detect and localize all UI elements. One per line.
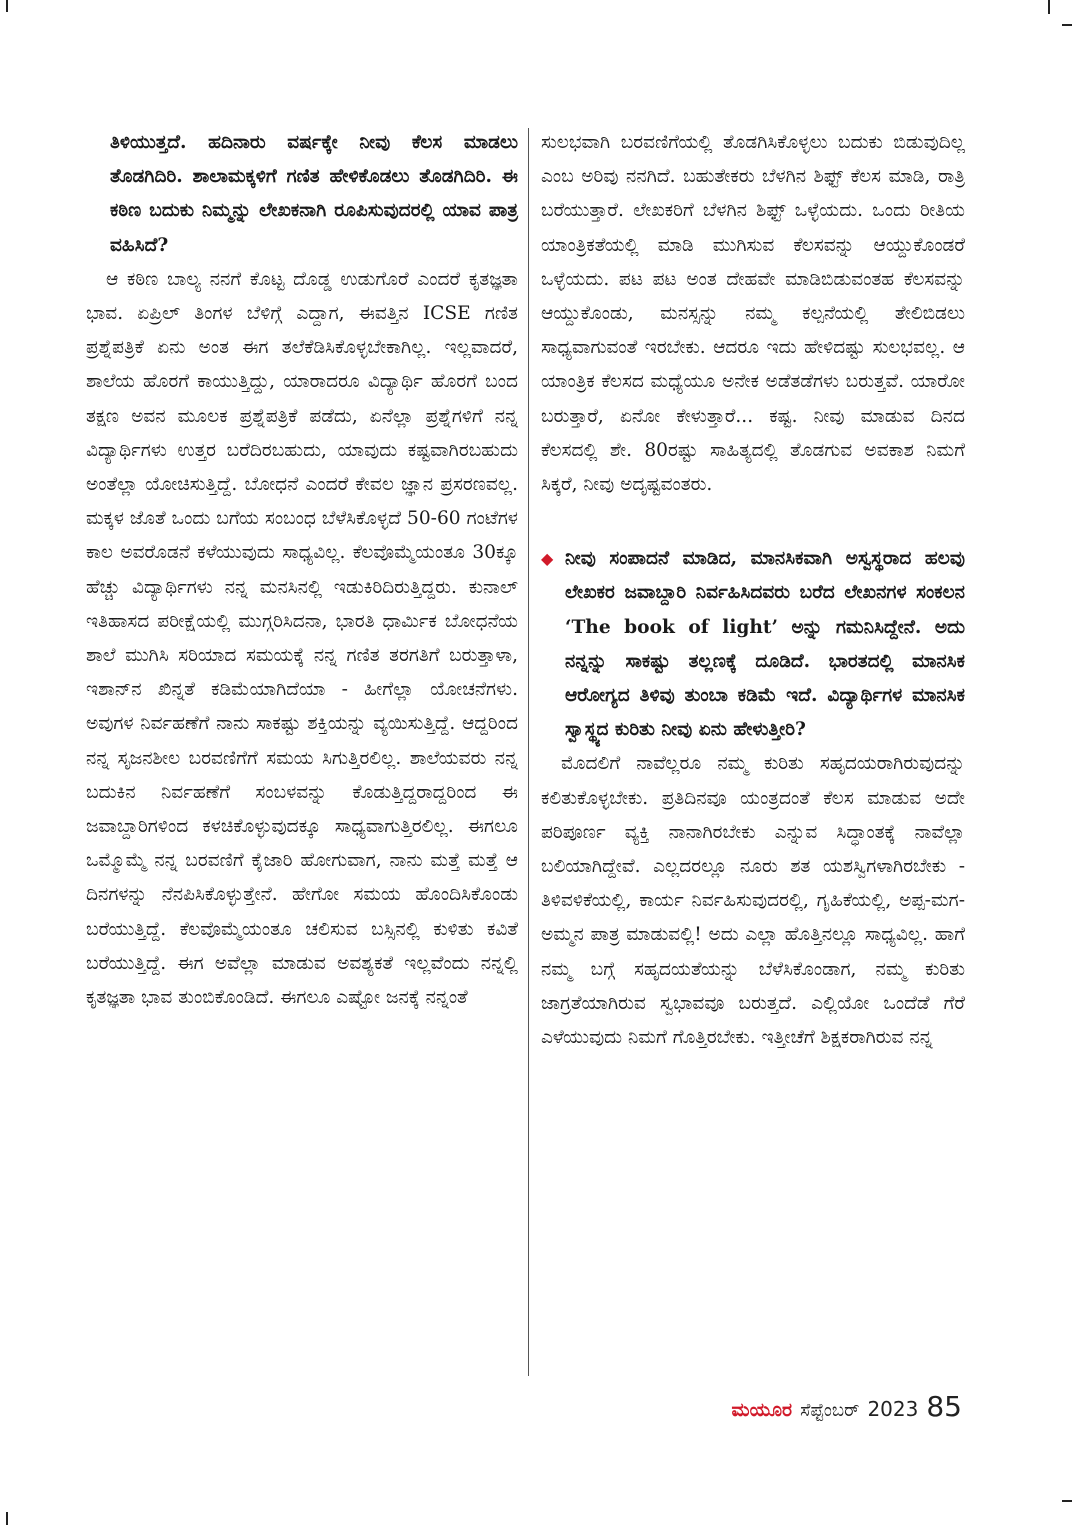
issue-year: 2023 bbox=[867, 1397, 919, 1421]
issue-month: ಸೆಪ್ಟೆಂಬರ್ bbox=[800, 1400, 860, 1421]
question-text-part2: ಅನ್ನು ಗಮನಿಸಿದ್ದೇನೆ. ಅದು ನನ್ನನ್ನು ಸಾಕಷ್ಟು ತಲ್ಲಣಕ್ಕೆ ದೂಡಿದೆ. ಭಾರತದಲ್ಲಿ ಮಾನಸಿಕ ಆರೋಗ್ಯದ ತಿಳಿವು ತುಂಬಾ ಕಡಿಮೆ ಇದೆ. ವಿದ್ಯಾರ್ಥಿಗಳ ಮಾನಸಿಕ ಸ್ವಾಸ್ಥ್ಯದ ಕುರಿತು ನೀವು ಏನು ಹೇಳುತ್ತೀರಿ? bbox=[565, 616, 965, 741]
diamond-bullet-icon: ◆ bbox=[541, 549, 554, 569]
crop-mark-bottom-left bbox=[6, 1512, 8, 1525]
magazine-name: ಮಯೂರ bbox=[731, 1399, 793, 1421]
interview-answer: ಆ ಕಠಿಣ ಬಾಲ್ಯ ನನಗೆ ಕೊಟ್ಟ ದೊಡ್ಡ ಉಡುಗೊರೆ ಎಂದರೆ ಕೃತಜ್ಞತಾ ಭಾವ. ಏಪ್ರಿಲ್ ತಿಂಗಳ ಬೆಳಿಗ್ಗೆ ಎದ್ದಾಗ, ಈವತ್ತಿನ ICSE ಗಣಿತ ಪ್ರಶ್ನೆಪತ್ರಿಕೆ ಏನು ಅಂತ ಈಗ ತಲೆಕೆಡಿಸಿಕೊಳ್ಳಬೇಕಾಗಿಲ್ಲ. ಇಲ್ಲವಾದರೆ, ಶಾಲೆಯ ಹೊರಗೆ ಕಾಯುತ್ತಿದ್ದು, ಯಾರಾದರೂ ವಿದ್ಯಾರ್ಥಿ ಹೊರಗೆ ಬಂದ ತಕ್ಷಣ ಅವನ ಮೂಲಕ ಪ್ರಶ್ನೆಪತ್ರಿಕೆ ಪಡೆದು, ಏನೆಲ್ಲಾ ಪ್ರಶ್ನೆಗಳಿಗೆ ನನ್ನ ವಿದ್ಯಾರ್ಥಿಗಳು ಉತ್ತರ ಬರೆದಿರಬಹುದು, ಯಾವುದು ಕಷ್ಟವಾಗಿರಬಹುದು ಅಂತೆಲ್ಲಾ ಯೋಚಿಸುತ್ತಿದ್ದೆ. ಬೋಧನೆ ಎಂದರೆ ಕೇವಲ ಜ್ಞಾನ ಪ್ರಸರಣವಲ್ಲ. ಮಕ್ಕಳ ಜೊತೆ ಒಂದು ಬಗೆಯ ಸಂಬಂಧ ಬೆಳೆಸಿಕೊಳ್ಳದೆ 50-60 ಗಂಟೆಗಳ ಕಾಲ ಅವರೊಡನೆ ಕಳೆಯುವುದು ಸಾಧ್ಯವಿಲ್ಲ. ಕೆಲವೊಮ್ಮೆಯಂತೂ 30ಕ್ಕೂ ಹೆಚ್ಚು ವಿದ್ಯಾರ್ಥಿಗಳು ನನ್ನ ಮನಸಿನಲ್ಲಿ ಇಡುಕಿರಿದಿರುತ್ತಿದ್ದರು. ಕುನಾಲ್ ಇತಿಹಾಸದ ಪರೀಕ್ಷೆಯಲ್ಲಿ ಮುಗ್ಗರಿಸಿದನಾ, ಭಾರತಿ ಧಾರ್ಮಿಕ ಬೋಧನೆಯ ಶಾಲೆ ಮುಗಿಸಿ ಸರಿಯಾದ ಸಮಯಕ್ಕೆ ನನ್ನ ಗಣಿತ ತರಗತಿಗೆ ಬರುತ್ತಾಳಾ, ಇಶಾನ್‌ನ ಖಿನ್ನತೆ ಕಡಿಮೆಯಾಗಿದೆಯಾ - ಹೀಗೆಲ್ಲಾ ಯೋಚನೆಗಳು. ಅವುಗಳ ನಿರ್ವಹಣೆಗೆ ನಾನು ಸಾಕಷ್ಟು ಶಕ್ತಿಯನ್ನು ವ್ಯಯಿಸುತ್ತಿದ್ದೆ. ಆದ್ದರಿಂದ ನನ್ನ ಸೃಜನಶೀಲ ಬರವಣಿಗೆಗೆ ಸಮಯ ಸಿಗುತ್ತಿರಲಿಲ್ಲ. ಶಾಲೆಯವರು ನನ್ನ ಬದುಕಿನ ನಿರ್ವಹಣೆಗೆ ಸಂಬಳವನ್ನು ಕೊಡುತ್ತಿದ್ದರಾದ್ದರಿಂದ ಈ ಜವಾಬ್ದಾರಿಗಳಿಂದ ಕಳಚಿಕೊಳ್ಳುವುದಕ್ಕೂ ಸಾಧ್ಯವಾಗುತ್ತಿರಲಿಲ್ಲ. ಈಗಲೂ ಒಮ್ಮೊಮ್ಮೆ ನನ್ನ ಬರವಣಿಗೆ ಕೈಜಾರಿ ಹೋಗುವಾಗ, ನಾನು ಮತ್ತೆ ಮತ್ತೆ ಆ ದಿನಗಳನ್ನು ನೆನಪಿಸಿಕೊಳ್ಳುತ್ತೇನೆ. ಹೇಗೋ ಸಮಯ ಹೊಂದಿಸಿಕೊಂಡು ಬರೆಯುತ್ತಿದ್ದೆ. ಕೆಲವೊಮ್ಮೆಯಂತೂ ಚಲಿಸುವ ಬಸ್ಸಿನಲ್ಲಿ ಕುಳಿತು ಕವಿತೆ ಬರೆಯುತ್ತಿದ್ದೆ. ಈಗ ಅವೆಲ್ಲಾ ಮಾಡುವ ಅವಶ್ಯಕತೆ ಇಲ್ಲವೆಂದು ನನ್ನಲ್ಲಿ ಕೃತಜ್ಞತಾ ಭಾವ ತುಂಬಿಕೊಂಡಿದೆ. ಈಗಲೂ ಎಷ್ಟೋ ಜನಕ್ಕೆ ನನ್ನಂತೆ bbox=[86, 268, 518, 1009]
book-title: ‘The book of light’ bbox=[565, 616, 778, 638]
interview-question-continued: ತಿಳಿಯುತ್ತದೆ. ಹದಿನಾರು ವರ್ಷಕ್ಕೇ ನೀವು ಕೆಲಸ ಮಾಡಲು ತೊಡಗಿದಿರಿ. ಶಾಲಾಮಕ್ಕಳಿಗೆ ಗಣಿತ ಹೇಳಿಕೊಡಲು ತೊಡಗಿದಿರಿ. ಈ ಕಠಿಣ ಬದುಕು ನಿಮ್ಮನ್ನು ಲೇಖಕನಾಗಿ ರೂಪಿಸುವುದರಲ್ಲಿ ಯಾವ ಪಾತ್ರ ವಹಿಸಿದೆ? bbox=[110, 132, 518, 256]
column-divider bbox=[528, 128, 529, 1376]
crop-mark-right-upper bbox=[1062, 24, 1072, 26]
interview-question bbox=[541, 542, 965, 747]
right-column bbox=[541, 126, 965, 1055]
page-number: 85 bbox=[926, 1390, 962, 1423]
interview-answer-continued: ಸುಲಭವಾಗಿ ಬರವಣಿಗೆಯಲ್ಲಿ ತೊಡಗಿಸಿಕೊಳ್ಳಲು ಬದುಕು ಬಿಡುವುದಿಲ್ಲ ಎಂಬ ಅರಿವು ನನಗಿದೆ. ಬಹುತೇಕರು ಬೆಳಗಿನ ಶಿಫ್ಟ್ ಕೆಲಸ ಮಾಡಿ, ರಾತ್ರಿ ಬರೆಯುತ್ತಾರೆ. ಲೇಖಕರಿಗೆ ಬೆಳಗಿನ ಶಿಫ್ಟ್ ಒಳ್ಳೆಯದು. ಒಂದು ರೀತಿಯ ಯಾಂತ್ರಿಕತೆಯಲ್ಲಿ ಮಾಡಿ ಮುಗಿಸುವ ಕೆಲಸವನ್ನು ಆಯ್ದುಕೊಂಡರೆ ಒಳ್ಳೆಯದು. ಪಟ ಪಟ ಅಂತ ದೇಹವೇ ಮಾಡಿಬಿಡುವಂತಹ ಕೆಲಸವನ್ನು ಆಯ್ದುಕೊಂಡು, ಮನಸ್ಸನ್ನು ನಮ್ಮ ಕಲ್ಪನೆಯಲ್ಲಿ ತೇಲಿಬಿಡಲು ಸಾಧ್ಯವಾಗುವಂತೆ ಇರಬೇಕು. ಆದರೂ ಇದು ಹೇಳಿದಷ್ಟು ಸುಲಭವಲ್ಲ. ಆ ಯಾಂತ್ರಿಕ ಕೆಲಸದ ಮಧ್ಯೆಯೂ ಅನೇಕ ಅಡೆತಡೆಗಳು ಬರುತ್ತವೆ. ಯಾರೋ ಬರುತ್ತಾರೆ, ಏನೋ ಕೇಳುತ್ತಾರೆ... ಕಷ್ಟ. ನೀವು ಮಾಡುವ ದಿನದ ಕೆಲಸದಲ್ಲಿ ಶೇ. 80ರಷ್ಟು ಸಾಹಿತ್ಯದಲ್ಲಿ ತೊಡಗುವ ಅವಕಾಶ ನಿಮಗೆ ಸಿಕ್ಕರೆ, ನೀವು ಅದೃಷ್ಟವಂತರು. bbox=[541, 132, 965, 496]
interview-answer-2: ಮೊದಲಿಗೆ ನಾವೆಲ್ಲರೂ ನಮ್ಮ ಕುರಿತು ಸಹೃದಯರಾಗಿರುವುದನ್ನು ಕಲಿತುಕೊಳ್ಳಬೇಕು. ಪ್ರತಿದಿನವೂ ಯಂತ್ರದಂತೆ ಕೆಲಸ ಮಾಡುವ ಅದೇ ಪರಿಪೂರ್ಣ ವ್ಯಕ್ತಿ ನಾನಾಗಿರಬೇಕು ಎನ್ನುವ ಸಿದ್ಧಾಂತಕ್ಕೆ ನಾವೆಲ್ಲಾ ಬಲಿಯಾಗಿದ್ದೇವೆ. ಎಲ್ಲದರಲ್ಲೂ ನೂರು ಶತ ಯಶಸ್ವಿಗಳಾಗಿರಬೇಕು - ತಿಳಿವಳಿಕೆಯಲ್ಲಿ, ಕಾರ್ಯ ನಿರ್ವಹಿಸುವುದರಲ್ಲಿ, ಗೃಹಿಕೆಯಲ್ಲಿ, ಅಪ್ಪ-ಮಗ-ಅಮ್ಮನ ಪಾತ್ರ ಮಾಡುವಲ್ಲಿ! ಅದು ಎಲ್ಲಾ ಹೊತ್ತಿನಲ್ಲೂ ಸಾಧ್ಯವಿಲ್ಲ. ಹಾಗೆ ನಮ್ಮ ಬಗ್ಗೆ ಸಹೃದಯತೆಯನ್ನು ಬೆಳೆಸಿಕೊಂಡಾಗ, ನಮ್ಮ ಕುರಿತು ಜಾಗ್ರತೆಯಾಗಿರುವ ಸ್ವಭಾವವೂ ಬರುತ್ತದೆ. ಎಲ್ಲಿಯೋ ಒಂದೆಡೆ ಗೆರೆ ಎಳೆಯುವುದು ನಿಮಗೆ ಗೊತ್ತಿರಬೇಕು. ಇತ್ತೀಚೆಗೆ ಶಿಕ್ಷಕರಾಗಿರುವ ನನ್ನ bbox=[541, 753, 965, 1049]
crop-mark-right-lower bbox=[1062, 1500, 1072, 1502]
crop-mark-top-left bbox=[6, 0, 8, 12]
crop-mark-top-right bbox=[1048, 0, 1050, 14]
page-footer bbox=[732, 1390, 963, 1423]
question-text-part1: ನೀವು ಸಂಪಾದನೆ ಮಾಡಿದ, ಮಾನಸಿಕವಾಗಿ ಅಸ್ವಸ್ಥರಾದ ಹಲವು ಲೇಖಕರ ಜವಾಬ್ದಾರಿ ನಿರ್ವಹಿಸಿದವರು ಬರೆದ ಲೇಖನಗಳ ಸಂಕಲನ bbox=[565, 548, 965, 604]
left-column bbox=[86, 126, 518, 1015]
